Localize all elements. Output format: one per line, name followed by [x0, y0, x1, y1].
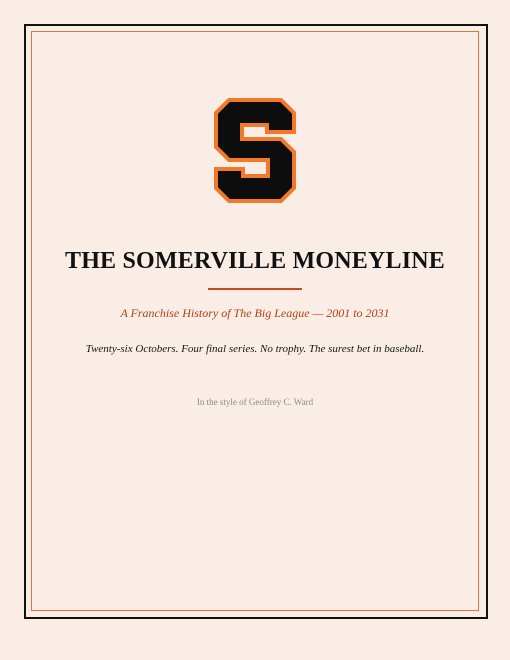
page-title: THE SOMERVILLE MONEYLINE — [64, 248, 446, 274]
team-s-logo-icon — [213, 97, 297, 204]
tagline: Twenty-six Octobers. Four final series. No trophy. The surest bet in baseball. — [85, 343, 425, 355]
accent-divider — [208, 288, 302, 290]
byline: In the style of Geoffrey C. Ward — [196, 397, 314, 407]
subtitle: A Franchise History of The Big League — 2001 to 2031 — [120, 306, 390, 320]
